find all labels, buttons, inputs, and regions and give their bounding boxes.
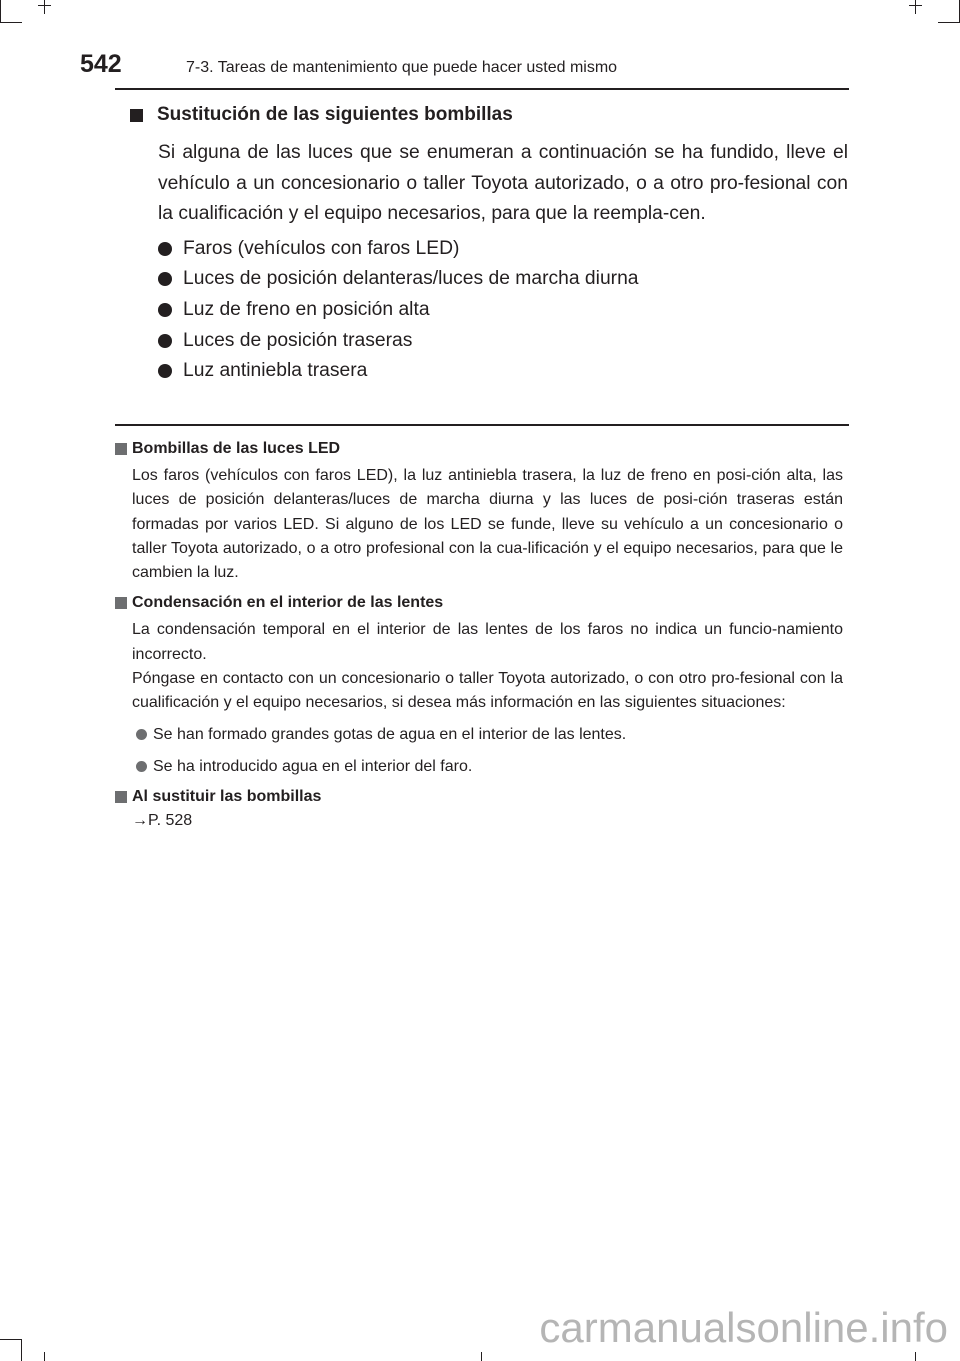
note-heading-led: Bombillas de las luces LED (115, 438, 843, 460)
bullet-dot-icon (158, 272, 172, 286)
note-heading-replace: Al sustituir las bombillas (115, 786, 843, 808)
notes-section (115, 438, 843, 830)
note-text-condensation-1: La condensación temporal en el interior de las lentes de los faros no indica un funcio-namiento incorrecto. (132, 621, 843, 663)
crop-mark (0, 1339, 22, 1340)
square-bullet-icon (130, 109, 143, 122)
list-item: Faros (vehículos con faros LED) (158, 234, 848, 265)
bullet-dot-icon (158, 242, 172, 256)
page-number: 542 (80, 50, 122, 78)
crop-mark (481, 1352, 482, 1361)
list-item: Luces de posición delanteras/luces de marcha diurna (158, 264, 848, 295)
list-item: Luz antiniebla trasera (158, 356, 848, 387)
bullet-dot-icon (136, 729, 147, 740)
bullet-dot-icon (158, 334, 172, 348)
section-heading (130, 104, 848, 126)
chapter-title: 7-3. Tareas de mantenimiento que puede hacer usted mismo (186, 59, 618, 76)
page-reference-link[interactable]: →P. 528 (132, 811, 193, 829)
crop-mark (21, 1339, 22, 1361)
bullet-dot-icon (158, 364, 172, 378)
list-item: Luces de posición traseras (158, 325, 848, 356)
note-text-led: Los faros (vehículos con faros LED), la luz antiniebla trasera, la luz de freno en posi-ción alta, las luces de posición delanteras/luces de marcha diurna y las luces de posi-ción traseras están formadas por varios LED. Si alguno de los LED se funde, lleve su vehículo a un concesionario o taller Toyota autorizado, o a otro profesional con la cua-lificación y el equipo necesarios, para que le cambien la luz. (132, 467, 843, 582)
header-rule (115, 88, 849, 90)
crop-mark (44, 1352, 45, 1361)
main-section (130, 104, 848, 386)
crop-mark (915, 1352, 916, 1361)
watermark: carmanualsonline.info (539, 1304, 948, 1351)
section-title: Sustitución de las siguientes bombillas (157, 104, 513, 125)
list-item: Luz de freno en posición alta (158, 295, 848, 326)
page-header (0, 0, 960, 92)
note-text-condensation-2: Póngase en contacto con un concesionario o taller Toyota autorizado, o con otro pro-fesional con la cualificación y el equipo necesarios, si desea más información en las siguientes situaciones: (132, 670, 843, 712)
square-bullet-icon (115, 443, 127, 455)
square-bullet-icon (115, 597, 127, 609)
section-paragraph: Si alguna de las luces que se enumeran a continuación se ha fundido, lleve el vehículo a un concesionario o taller Toyota autorizado, o a otro pro-fesional con la cualificación y el equipo necesarios, para que la reempla-cen. (158, 142, 848, 224)
list-item: Se han formado grandes gotas de agua en el interior de las lentes. (136, 723, 843, 747)
note-heading-condensation: Condensación en el interior de las lentes (115, 592, 843, 614)
bullet-dot-icon (158, 303, 172, 317)
list-item: Se ha introducido agua en el interior del faro. (136, 755, 843, 779)
section-divider (115, 424, 849, 426)
bulb-list (158, 234, 848, 387)
bullet-dot-icon (136, 761, 147, 772)
square-bullet-icon (115, 791, 127, 803)
